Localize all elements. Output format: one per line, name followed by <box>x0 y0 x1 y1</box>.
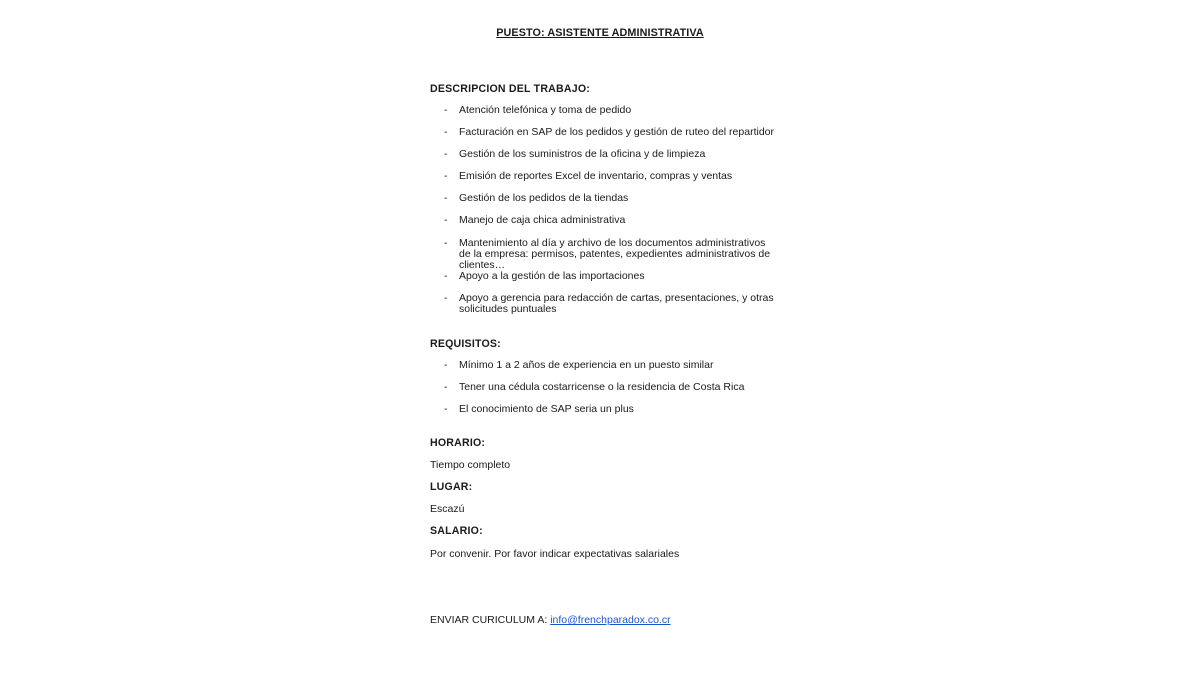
location-heading: LUGAR: <box>430 481 473 493</box>
list-item <box>444 271 774 282</box>
requirement-item: El conocimiento de SAP seria un plus <box>459 403 634 415</box>
list-item <box>444 105 774 116</box>
bullet-dash: - <box>444 237 448 249</box>
bullet-dash: - <box>444 214 448 226</box>
bullet-dash: - <box>444 292 448 304</box>
email-link[interactable]: info@frenchparadox.co.cr <box>550 614 671 626</box>
description-item: Apoyo a la gestión de las importaciones <box>459 270 645 282</box>
salary-value: Por convenir. Por favor indicar expectativas salariales <box>430 548 680 560</box>
footer-label: ENVIAR CURICULUM A: <box>430 614 548 626</box>
bullet-dash: - <box>444 104 448 116</box>
description-heading: DESCRIPCION DEL TRABAJO: <box>430 83 590 95</box>
footer-contact <box>430 614 671 626</box>
bullet-dash: - <box>444 359 448 371</box>
requirements-heading: REQUISITOS: <box>430 338 501 350</box>
bullet-dash: - <box>444 381 448 393</box>
description-item: Facturación en SAP de los pedidos y gestión de ruteo del repartidor <box>459 126 774 138</box>
job-title <box>0 27 1200 39</box>
description-item: Manejo de caja chica administrativa <box>459 214 626 226</box>
schedule-heading: HORARIO: <box>430 437 486 449</box>
description-item: Gestión de los pedidos de la tiendas <box>459 192 629 204</box>
list-item <box>444 149 774 160</box>
description-item: Gestión de los suministros de la oficina y de limpieza <box>459 148 706 160</box>
bullet-dash: - <box>444 170 448 182</box>
bullet-dash: - <box>444 270 448 282</box>
list-item <box>444 171 774 182</box>
description-item: Atención telefónica y toma de pedido <box>459 104 632 116</box>
bullet-dash: - <box>444 148 448 160</box>
list-item <box>444 238 774 272</box>
schedule-value: Tiempo completo <box>430 459 511 471</box>
list-item <box>444 293 774 315</box>
description-item: Emisión de reportes Excel de inventario, compras y ventas <box>459 170 733 182</box>
list-item <box>444 382 774 393</box>
location-value: Escazú <box>430 503 465 515</box>
list-item <box>444 127 774 138</box>
bullet-dash: - <box>444 126 448 138</box>
salary-heading: SALARIO: <box>430 525 483 537</box>
description-item: Mantenimiento al día y archivo de los documentos administrativos de la empresa: permisos, patentes, expedientes administrativos de clientes… <box>459 237 771 272</box>
description-item: Apoyo a gerencia para redacción de cartas, presentaciones, y otras solicitudes puntuales <box>459 292 774 316</box>
requirement-item: Mínimo 1 a 2 años de experiencia en un puesto similar <box>459 359 714 371</box>
bullet-dash: - <box>444 192 448 204</box>
list-item <box>444 404 774 415</box>
list-item <box>444 193 774 204</box>
requirement-item: Tener una cédula costarricense o la residencia de Costa Rica <box>459 381 745 393</box>
list-item <box>444 215 774 226</box>
job-title-text: PUESTO: ASISTENTE ADMINISTRATIVA <box>496 27 704 39</box>
bullet-dash: - <box>444 403 448 415</box>
list-item <box>444 360 774 371</box>
